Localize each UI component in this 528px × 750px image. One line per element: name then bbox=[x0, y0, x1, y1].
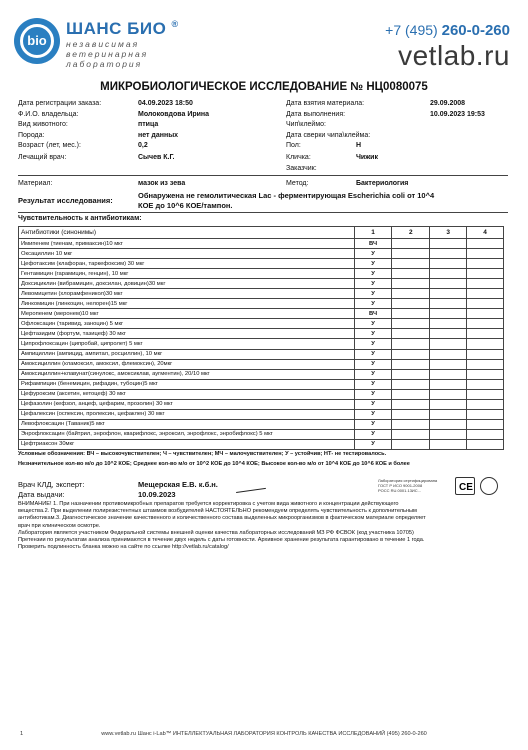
antibiotic-name: Меропенем (меронем)10 мкг bbox=[19, 309, 355, 319]
antibiotic-name: Ампициллин (ампицид, ампитал, росциллин), 10 мкг bbox=[19, 349, 355, 359]
sensitivity-col-1: У bbox=[354, 439, 392, 449]
notes bbox=[18, 501, 426, 551]
species-label: Вид животного: bbox=[18, 121, 68, 128]
reg-date-label: Дата регистрации заказа: bbox=[18, 100, 102, 107]
note-line: ВНИМАНИЕ! 1. При назначении противомикробных препаратов требуется корректировка с учетом вида животного и концентрации действующего bbox=[18, 501, 399, 507]
antibiotic-name: Цефтазидим (фортум, тазицеф) 30 мкг bbox=[19, 329, 355, 339]
sensitivity-col-2 bbox=[392, 259, 430, 269]
method-label: Метод: bbox=[286, 180, 309, 187]
phone bbox=[385, 22, 510, 39]
sensitivity-col-3 bbox=[430, 269, 467, 279]
table-row bbox=[19, 339, 504, 349]
sensitivity-col-2 bbox=[392, 249, 430, 259]
note-line: врач при клиническом осмотре. bbox=[18, 522, 101, 529]
sensitivity-col-1: У bbox=[354, 339, 392, 349]
table-row bbox=[19, 319, 504, 329]
divider bbox=[18, 175, 508, 176]
antibiotic-name: Цефалексин (оспексин, пролексин, цефаклен) 30 мкг bbox=[19, 409, 355, 419]
sensitivity-col-3 bbox=[430, 409, 467, 419]
antibiotic-name: Цефотаксим (клафоран, таркефоксим) 30 мкг bbox=[19, 259, 355, 269]
sensitivity-col-1: У bbox=[354, 379, 392, 389]
table-row bbox=[19, 239, 504, 249]
sensitivity-col-1: У bbox=[354, 399, 392, 409]
sensitivity-col-2 bbox=[392, 389, 430, 399]
issue-date-label: Дата выдачи: bbox=[18, 490, 65, 499]
antibiotic-name: Гентамицин (гарамицин, генцин), 10 мкг bbox=[19, 269, 355, 279]
doctor-value: Мещерская Е.В. к.б.н. bbox=[138, 480, 218, 489]
breed-value: нет данных bbox=[138, 131, 179, 139]
certification-text bbox=[378, 478, 437, 493]
antibiotic-name: Амоксициллин+клавунат(синулокс, амоксиклав, аугментин), 20/10 мкг bbox=[19, 369, 355, 379]
sensitivity-col-1: У bbox=[354, 269, 392, 279]
brand-reg-mark: ® bbox=[171, 19, 179, 29]
result-line-1: Обнаружена не гемолитическая Lac - ферментирующая Escherichia coli от 10^4 bbox=[138, 190, 435, 200]
antibiotic-name: Рифампицин (бенемицин, рифадин, тубоцин)5 мкг bbox=[19, 379, 355, 389]
phone-number: 260-0-260 bbox=[441, 22, 510, 39]
sensitivity-col-4 bbox=[467, 409, 504, 419]
sensitivity-col-2 bbox=[392, 429, 430, 439]
sensitivity-col-2 bbox=[392, 369, 430, 379]
svg-text:СЕ: СЕ bbox=[459, 482, 473, 493]
breed-label: Порода: bbox=[18, 131, 45, 139]
sensitivity-col-4 bbox=[467, 299, 504, 309]
table-row bbox=[19, 439, 504, 449]
sensitivity-col-4 bbox=[467, 339, 504, 349]
sensitivity-col-3 bbox=[430, 359, 467, 369]
sensitivity-col-3 bbox=[430, 259, 467, 269]
divider bbox=[18, 212, 508, 213]
result-label: Результат исследования: bbox=[18, 196, 113, 205]
sex-value: Н bbox=[356, 142, 362, 149]
phone-prefix: +7 (495) bbox=[385, 22, 438, 38]
legend-symbols: Условные обозначения: ВЧ – высокочувствителен; Ч – чувствителен; МЧ – малочувствителен; У – устойчив; НТ- не тестировалось. bbox=[18, 451, 387, 457]
material-value: мазок из зева bbox=[138, 180, 186, 187]
note-line: антибиотикам.3. Диагностическое значение качественного и количественного состава выделенных микроорганизмов в фактическом материале определяет bbox=[18, 515, 426, 522]
sensitivity-col-2 bbox=[392, 329, 430, 339]
sensitivity-col-2 bbox=[392, 289, 430, 299]
sensitivity-col-4 bbox=[467, 389, 504, 399]
sensitivity-col-3 bbox=[430, 309, 467, 319]
antibiotic-table bbox=[18, 226, 504, 450]
table-row bbox=[19, 299, 504, 309]
sensitivity-col-4 bbox=[467, 289, 504, 299]
sensitivity-col-4 bbox=[467, 419, 504, 429]
sensitivity-col-1: У bbox=[354, 389, 392, 399]
sensitivity-col-3 bbox=[430, 349, 467, 359]
doctor-label: Врач КЛД, эксперт: bbox=[18, 480, 85, 489]
method-value: Бактериология bbox=[356, 180, 409, 187]
antibiotic-name: Имипенем (тиенам, примаксин)10 мкг bbox=[19, 239, 355, 249]
reg-date-value: 04.09.2023 18:50 bbox=[138, 100, 193, 107]
sensitivity-col-2 bbox=[392, 339, 430, 349]
sensitivity-col-3 bbox=[430, 399, 467, 409]
customer-label: Заказчик: bbox=[286, 164, 317, 172]
sensitivity-col-2 bbox=[392, 279, 430, 289]
table-row bbox=[19, 269, 504, 279]
table-header-row bbox=[19, 227, 504, 239]
table-row bbox=[19, 359, 504, 369]
vet-label: Лечащий врач: bbox=[18, 153, 67, 161]
sensitivity-col-3 bbox=[430, 369, 467, 379]
sensitivity-col-3 bbox=[430, 319, 467, 329]
sensitivity-col-1: У bbox=[354, 319, 392, 329]
brand-sub-3: лаборатория bbox=[66, 59, 143, 69]
table-row bbox=[19, 309, 504, 319]
sensitivity-col-2 bbox=[392, 399, 430, 409]
antibiotic-name: Ципрофлоксацин (ципробай, ципролет) 5 мкг bbox=[19, 339, 355, 349]
note-line: Лаборатория является участником Федеральной системы внешней оценки качества лабораторных исследований МЗ РФ ФСВОК (код участника 10705) bbox=[18, 529, 414, 536]
pet-name-value: Чижик bbox=[356, 153, 378, 161]
sensitivity-col-1: ВЧ bbox=[354, 239, 392, 249]
sensitivity-col-2 bbox=[392, 349, 430, 359]
sensitivity-col-4 bbox=[467, 319, 504, 329]
page-number: 1 bbox=[20, 731, 24, 737]
signature bbox=[234, 474, 266, 493]
sensitivity-col-1: У bbox=[354, 359, 392, 369]
table-row bbox=[19, 289, 504, 299]
antibiotic-name: Оксациллин 10 мкг bbox=[19, 249, 355, 259]
table-row bbox=[19, 279, 504, 289]
antibiotic-name: Левофлоксацин (Таваник)5 мкг bbox=[19, 419, 355, 429]
antibiotic-name: Цефуроксим (аксетин, кетоцеф) 30 мкг bbox=[19, 389, 355, 399]
sensitivity-col-1: У bbox=[354, 249, 392, 259]
sensitivity-col-1: У bbox=[354, 289, 392, 299]
quality-seal-icon bbox=[480, 477, 498, 495]
sensitivity-col-1: У bbox=[354, 329, 392, 339]
sensitivity-col-1: У bbox=[354, 259, 392, 269]
sensitivity-col-2 bbox=[392, 309, 430, 319]
sensitivity-col-2 bbox=[392, 359, 430, 369]
site-url: vetlab.ru bbox=[398, 40, 510, 71]
antibiotic-name: Амоксициллин (кламоксил, амоксил, флемоксин), 20мкг bbox=[19, 359, 355, 369]
sensitivity-col-3 bbox=[430, 249, 467, 259]
owner-label: Ф.И.О. владельца: bbox=[18, 110, 79, 118]
sensitivity-col-4 bbox=[467, 279, 504, 289]
antibiotic-name: Цефтриаксон 30мкг bbox=[19, 439, 355, 449]
header-col-2: 2 bbox=[392, 227, 430, 239]
brand-name-text: ШАНС БИО bbox=[66, 19, 167, 38]
table-row bbox=[19, 349, 504, 359]
done-date-value: 10.09.2023 19:53 bbox=[430, 110, 485, 118]
sensitivity-col-4 bbox=[467, 329, 504, 339]
page-title: МИКРОБИОЛОГИЧЕСКОЕ ИССЛЕДОВАНИЕ № НЦ0080075 bbox=[100, 81, 428, 93]
table-row bbox=[19, 399, 504, 409]
sensitivity-col-2 bbox=[392, 409, 430, 419]
sensitivity-col-4 bbox=[467, 259, 504, 269]
table-row bbox=[19, 389, 504, 399]
result-line-2: КОЕ до 10^6 КОЕ/тампон. bbox=[138, 201, 233, 210]
sensitivity-col-4 bbox=[467, 249, 504, 259]
sensitivity-col-1: У bbox=[354, 409, 392, 419]
sensitivity-col-3 bbox=[430, 339, 467, 349]
vet-value: Сычев К.Г. bbox=[138, 153, 175, 161]
sensitivity-col-3 bbox=[430, 239, 467, 249]
cert-mark bbox=[455, 477, 475, 495]
cert-mark-icon bbox=[456, 478, 474, 494]
issue-date-value: 10.09.2023 bbox=[138, 490, 176, 499]
note-line: Претензии по результатам анализа принимаются в течение двух недель с даты готовности. Архивное хранение результата гарантировано в течение 1 года. bbox=[18, 537, 425, 544]
cert-line-1: Лаборатория сертифицирована bbox=[378, 478, 438, 483]
sensitivity-col-1: У bbox=[354, 349, 392, 359]
brand-sub-1: независимая bbox=[66, 39, 140, 49]
sensitivity-col-1: У bbox=[354, 419, 392, 429]
sensitivity-col-3 bbox=[430, 289, 467, 299]
sensitivity-col-2 bbox=[392, 439, 430, 449]
sensitivity-col-2 bbox=[392, 299, 430, 309]
sensitivity-col-4 bbox=[467, 429, 504, 439]
age-value: 0,2 bbox=[138, 142, 148, 149]
sensitivity-col-4 bbox=[467, 349, 504, 359]
table-row bbox=[19, 259, 504, 269]
owner-value: Молоковдова Ирина bbox=[138, 110, 210, 118]
sensitivity-col-4 bbox=[467, 439, 504, 449]
sensitivity-col-3 bbox=[430, 279, 467, 289]
header-col-1: 1 bbox=[354, 227, 392, 239]
header-antibiotic: Антибиотики (синонимы) bbox=[19, 227, 355, 239]
logo-text: bio bbox=[20, 24, 54, 58]
note-line: вещества.2. При выделении полирезистентных штаммов возбудителей НАСТОЯТЕЛЬНО рекомендуем определять чувствительность к дополнительным bbox=[18, 508, 417, 515]
table-row bbox=[19, 329, 504, 339]
antibiotic-name: Цефазолин (кефзол, анцеф, цефарим, прозолин) 30 мкг bbox=[19, 399, 355, 409]
brand-logo bbox=[14, 18, 60, 64]
sensitivity-col-1: ВЧ bbox=[354, 309, 392, 319]
table-row bbox=[19, 249, 504, 259]
table-row bbox=[19, 419, 504, 429]
table-row bbox=[19, 429, 504, 439]
sensitivity-col-3 bbox=[430, 419, 467, 429]
sensitivity-col-3 bbox=[430, 379, 467, 389]
antibiotic-name: Левомицетин (хлорамфеникол)30 мкг bbox=[19, 289, 355, 299]
antibiotic-name: Энрофлоксацин (байтрил, энрофлон, кварифлокс, энроксил, энрофлокс, энробифлокс) 5 мкг bbox=[19, 429, 355, 439]
species-value: птица bbox=[138, 121, 159, 128]
chip-check-label: Дата сверки чипа\клейма: bbox=[286, 131, 371, 139]
sensitivity-col-1: У bbox=[354, 429, 392, 439]
sensitivity-col-4 bbox=[467, 379, 504, 389]
sensitivity-title: Чувствительность к антибиотикам: bbox=[18, 214, 142, 222]
sensitivity-col-2 bbox=[392, 239, 430, 249]
age-label: Возраст (лет, мес.): bbox=[18, 142, 81, 149]
sensitivity-col-1: У bbox=[354, 299, 392, 309]
cert-line-2: ГОСТ Р ИСО 9001-2008 bbox=[378, 483, 423, 488]
done-date-label: Дата выполнения: bbox=[286, 110, 346, 118]
sensitivity-col-2 bbox=[392, 379, 430, 389]
material-label: Материал: bbox=[18, 180, 53, 187]
table-row bbox=[19, 369, 504, 379]
antibiotic-name: Доксициклин (вибрамицин, доксилан, довицин)30 мкг bbox=[19, 279, 355, 289]
table-row bbox=[19, 379, 504, 389]
sensitivity-col-3 bbox=[430, 429, 467, 439]
sensitivity-col-4 bbox=[467, 309, 504, 319]
table-row bbox=[19, 409, 504, 419]
header-col-3: 3 bbox=[430, 227, 467, 239]
footer: www.vetlab.ru Шанс i-Lab™ ИНТЕЛЛЕКТУАЛЬНАЯ ЛАБОРАТОРИЯ КОНТРОЛЬ КАЧЕСТВА ИССЛЕДОВАНИЙ (495) 260-0-260 bbox=[101, 731, 427, 737]
brand-sub-2: ветеринарная bbox=[66, 49, 149, 59]
sex-label: Пол: bbox=[286, 142, 301, 149]
sensitivity-col-4 bbox=[467, 269, 504, 279]
legend-quantity: Незначительное кол-во м/о до 10^2 КОЕ; Среднее кол-во м/о от 10^2 КОЕ до 10^4 КОЕ; Высокое кол-во м/о от 10^4 КОЕ до 10^6 КОЕ и более bbox=[18, 461, 410, 467]
antibiotic-name: Линкомицин (линкоцин, нелорен)15 мкг bbox=[19, 299, 355, 309]
cert-line-3: РОСС RU.0001.13ИС... bbox=[378, 488, 422, 493]
sensitivity-col-3 bbox=[430, 389, 467, 399]
chip-label: Чип\клеймо: bbox=[286, 121, 326, 128]
sensitivity-col-4 bbox=[467, 369, 504, 379]
sensitivity-col-2 bbox=[392, 319, 430, 329]
antibiotic-name: Офлоксацин (таривид, заноцин) 5 мкг bbox=[19, 319, 355, 329]
sample-date-label: Дата взятия материала: bbox=[286, 100, 365, 107]
sensitivity-col-4 bbox=[467, 239, 504, 249]
sensitivity-col-3 bbox=[430, 439, 467, 449]
sensitivity-col-3 bbox=[430, 299, 467, 309]
sensitivity-col-1: У bbox=[354, 279, 392, 289]
header-col-4: 4 bbox=[467, 227, 504, 239]
sample-date-value: 29.09.2008 bbox=[430, 100, 466, 107]
sensitivity-col-4 bbox=[467, 399, 504, 409]
sensitivity-col-4 bbox=[467, 359, 504, 369]
sensitivity-col-3 bbox=[430, 329, 467, 339]
brand-name bbox=[66, 19, 179, 39]
sensitivity-col-1: У bbox=[354, 369, 392, 379]
pet-name-label: Кличка: bbox=[286, 153, 311, 161]
sensitivity-col-2 bbox=[392, 269, 430, 279]
sensitivity-col-2 bbox=[392, 419, 430, 429]
note-line: Проверить подлинность бланка можно на сайте по ссылке http://vetlab.ru/catalog/ bbox=[18, 544, 229, 551]
